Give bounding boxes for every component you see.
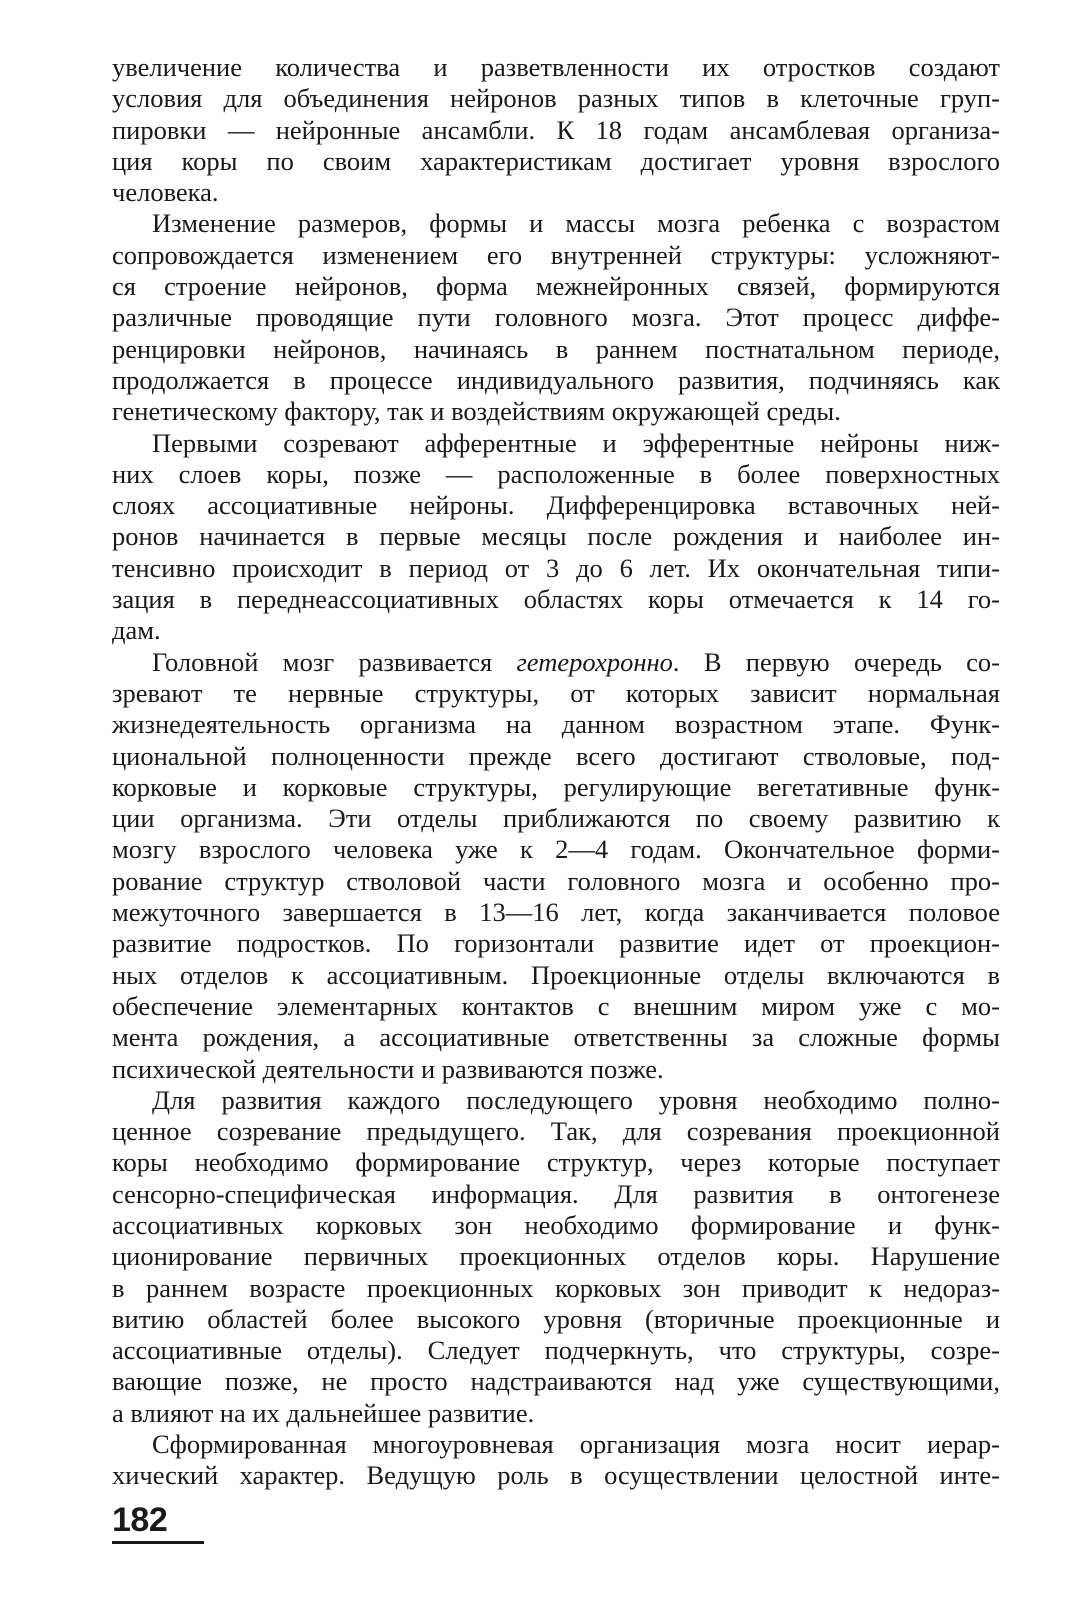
text-line: ционирование первичных проекционных отделов коры. Нарушение [112, 1241, 1000, 1272]
text-line: сенсорно-специфическая информация. Для развития в онтогенезе [112, 1178, 1000, 1209]
paragraph [112, 428, 1000, 647]
italic-term: гетерохронно [516, 646, 673, 677]
paragraph [112, 208, 1000, 427]
text-line: зревают те нервные структуры, от которых зависит нормальная [112, 677, 1000, 708]
text-line: зация в переднеассоциативных областях коры отмечается к 14 го- [112, 584, 1000, 615]
paragraph [112, 1429, 1000, 1492]
text-line: человека. [112, 177, 219, 208]
text-line: развитие подростков. По горизонтали развитие идет от проекцион- [112, 928, 1000, 959]
text-line: мозгу взрослого человека уже к 2—4 годам. Окончательное форми- [112, 834, 1000, 865]
paragraph [112, 647, 1000, 1085]
text-line: коры необходимо формирование структур, через которые поступает [112, 1147, 1000, 1178]
text-line: обеспечение элементарных контактов с внешним миром уже с мо- [112, 990, 1000, 1021]
text-line: Сформированная многоуровневая организация мозга носит иерар- [152, 1429, 1000, 1460]
paragraph [112, 52, 1000, 208]
text-line: ронов начинается в первые месяцы после рождения и наиболее ин- [112, 521, 1000, 552]
text-line: корковые и корковые структуры, регулирующие вегетативные функ- [112, 771, 1000, 802]
text-line: а влияют на их дальнейшее развитие. [112, 1397, 535, 1428]
text-line: Первыми созревают афферентные и эфферентные нейроны ниж- [152, 427, 1000, 458]
text-line: различные проводящие пути головного мозга. Этот процесс диффе- [112, 302, 1000, 333]
text-line: жизнедеятельность организма на данном возрастном этапе. Функ- [112, 709, 1000, 740]
text-line: слоях ассоциативные нейроны. Дифференцировка вставочных ней- [112, 490, 1000, 521]
text-line: циональной полноценности прежде всего достигают стволовые, под- [112, 740, 1000, 771]
text-line: витию областей более высокого уровня (вторичные проекционные и [112, 1303, 1000, 1334]
text-line: условия для объединения нейронов разных типов в клеточные груп- [112, 83, 1000, 114]
text-line: ассоциативных корковых зон необходимо формирование и функ- [112, 1209, 1000, 1240]
text-line: дам. [112, 615, 161, 646]
text-line: межуточного завершается в 13—16 лет, когда заканчивается половое [112, 897, 1000, 928]
text-line: сопровождается изменением его внутренней структуры: усложняют- [112, 239, 1000, 270]
page-number: 182 [112, 1501, 168, 1539]
text-line: психической деятельности и развиваются позже. [112, 1053, 664, 1084]
text-line: них слоев коры, позже — расположенные в более поверхностных [112, 458, 1000, 489]
text-line: Для развития каждого последующего уровня необходимо полно- [152, 1084, 1000, 1115]
text-line: мента рождения, а ассоциативные ответственны за сложные формы [112, 1022, 1000, 1053]
text-line: ассоциативные отделы). Следует подчеркнуть, что структуры, созре- [112, 1335, 1000, 1366]
text-line: ция коры по своим характеристикам достигает уровня взрослого [112, 145, 1000, 176]
body-text [112, 52, 1000, 1492]
text-line: тенсивно происходит в период от 3 до 6 лет. Их окончательная типи- [112, 552, 1000, 583]
text-line: генетическому фактору, так и воздействиям окружающей среды. [112, 396, 841, 427]
text-line: пировки — нейронные ансамбли. К 18 годам ансамблевая организа- [112, 114, 1000, 145]
text-line: ных отделов к ассоциативным. Проекционные отделы включаются в [112, 959, 1000, 990]
paragraph [112, 1085, 1000, 1429]
text-line: ренцировки нейронов, начинаясь в раннем постнатальном периоде, [112, 333, 1000, 364]
text-line: Головной мозг развивается гетерохронно. В первую очередь со- [152, 646, 1000, 677]
text-line: продолжается в процессе индивидуального развития, подчиняясь как [112, 364, 1000, 395]
text-line: Изменение размеров, формы и массы мозга ребенка с возрастом [152, 208, 1000, 239]
text-line: хический характер. Ведущую роль в осуществлении целостной инте- [112, 1460, 1000, 1491]
text-line: ценное созревание предыдущего. Так, для созревания проекционной [112, 1116, 1000, 1147]
text-line: в раннем возрасте проекционных корковых зон приводит к недораз- [112, 1272, 1000, 1303]
text-line: увеличение количества и разветвленности их отростков создают [112, 52, 1000, 82]
text-line: вающие позже, не просто надстраиваются над уже существующими, [112, 1366, 1000, 1397]
text-line: ся строение нейронов, форма межнейронных связей, формируются [112, 271, 1000, 302]
text-line: рование структур стволовой части головного мозга и особенно про- [112, 865, 1000, 896]
text-line: ции организма. Эти отделы приближаются по своему развитию к [112, 803, 1000, 834]
page-number-rule [112, 1541, 204, 1544]
